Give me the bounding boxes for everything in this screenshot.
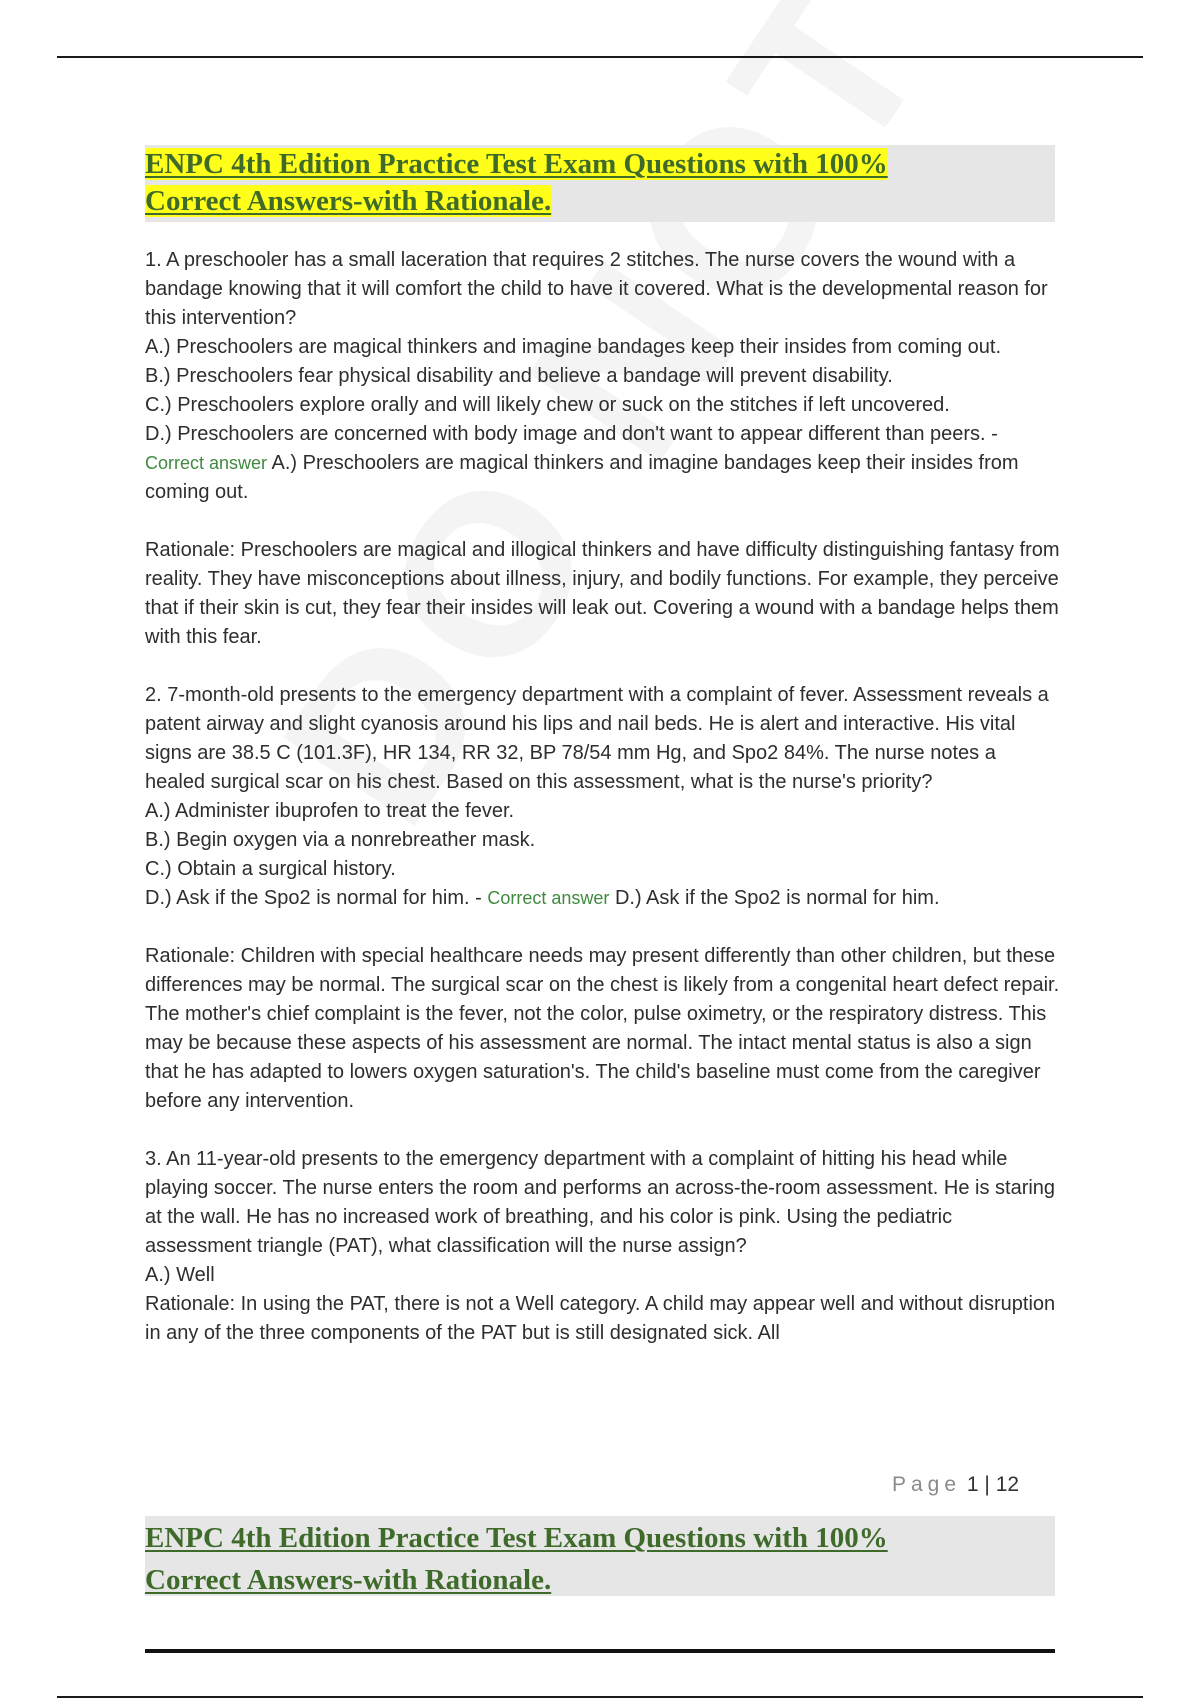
answer-option: B.) Begin oxygen via a nonrebreather mask. [145, 829, 536, 851]
answer-option-with-correct [145, 884, 1060, 913]
answer-option: A.) Preschoolers are magical thinkers and imagine bandages keep their insides from coming out. [145, 336, 1001, 358]
correct-answer-text: A.) Preschoolers are magical thinkers and imagine bandages keep their insides from coming out. [145, 452, 1019, 503]
answer-option: C.) Preschoolers explore orally and will likely chew or suck on the stitches if left uncovered. [145, 394, 950, 416]
title-line-1: ENPC 4th Edition Practice Test Exam Questions with 100% [145, 148, 888, 180]
title-line-1: ENPC 4th Edition Practice Test Exam Questions with 100% [145, 1522, 888, 1554]
answer-option: A.) Administer ibuprofen to treat the fever. [145, 800, 515, 822]
rationale: Rationale: Preschoolers are magical and illogical thinkers and have difficulty distinguishing fantasy from reality. They have misconceptions about illness, injury, and bodily functions. For example, they perceive that if their skin is cut, they fear their insides will leak out. Covering a wound with a bandage helps them with this fear. [145, 539, 1060, 648]
correct-answer-label: Correct answer [487, 888, 610, 908]
title-line-2: Correct Answers-with Rationale. [145, 185, 552, 217]
page-current: 1 [966, 1473, 979, 1496]
header-underline-rule [145, 1649, 1055, 1653]
answer-option: C.) Obtain a surgical history. [145, 858, 396, 880]
document-body [145, 246, 1060, 1348]
page-separator: | [984, 1473, 990, 1496]
page-number [892, 1473, 1019, 1497]
answer-option-with-correct [145, 420, 1060, 507]
title-line-2: Correct Answers-with Rationale. [145, 1564, 552, 1596]
rationale: Rationale: In using the PAT, there is not a Well category. A child may appear well and without disruption in any of the three components of the PAT but is still designated sick. All [145, 1293, 1056, 1344]
page-label: Page [892, 1473, 962, 1496]
answer-option: B.) Preschoolers fear physical disability and believe a bandage will prevent disability. [145, 365, 893, 387]
question-stem: 3. An 11-year-old presents to the emergency department with a complaint of hitting his head while playing soccer. The nurse enters the room and performs an across-the-room assessment. He is staring at the wall. He has no increased work of breathing, and his color is pink. Using the pediatric assessment triangle (PAT), what classification will the nurse assign? [145, 1148, 1056, 1257]
top-rule [57, 56, 1143, 58]
bottom-rule [57, 1696, 1143, 1698]
answer-option: A.) Well [145, 1264, 215, 1286]
next-page-title-header [145, 1516, 1055, 1596]
document-title-repeat [145, 1517, 888, 1601]
correct-answer-text: D.) Ask if the Spo2 is normal for him. [609, 887, 940, 909]
answer-option: D.) Preschoolers are concerned with body image and don't want to appear different than peers. - [145, 423, 998, 445]
correct-answer-label: Correct answer [145, 453, 268, 473]
page-total: 12 [995, 1473, 1020, 1496]
question-block [145, 1145, 1060, 1348]
document-title [145, 146, 888, 220]
question-block [145, 246, 1060, 652]
question-stem: 1. A preschooler has a small laceration that requires 2 stitches. The nurse covers the wound with a bandage knowing that it will comfort the child to have it covered. What is the developmental reason for this intervention? [145, 249, 1048, 329]
question-block [145, 681, 1060, 1116]
question-stem: 2. 7-month-old presents to the emergency department with a complaint of fever. Assessment reveals a patent airway and slight cyanosis around his lips and nail beds. He is alert and interactive. His vital signs are 38.5 C (101.3F), HR 134, RR 32, BP 78/54 mm Hg, and Spo2 84%. The nurse notes a healed surgical scar on his chest. Based on this assessment, what is the nurse's priority? [145, 684, 1049, 793]
answer-option: D.) Ask if the Spo2 is normal for him. - [145, 887, 488, 909]
document-title-header [145, 145, 1055, 222]
rationale: Rationale: Children with special healthcare needs may present differently than other children, but these differences may be normal. The surgical scar on the chest is likely from a congenital heart defect repair. The mother's chief complaint is the fever, not the color, pulse oximetry, or the respiratory distress. This may be because these aspects of his assessment are normal. The intact mental status is also a sign that he has adapted to lowers oxygen saturation's. The child's baseline must come from the caregiver before any intervention. [145, 945, 1060, 1112]
